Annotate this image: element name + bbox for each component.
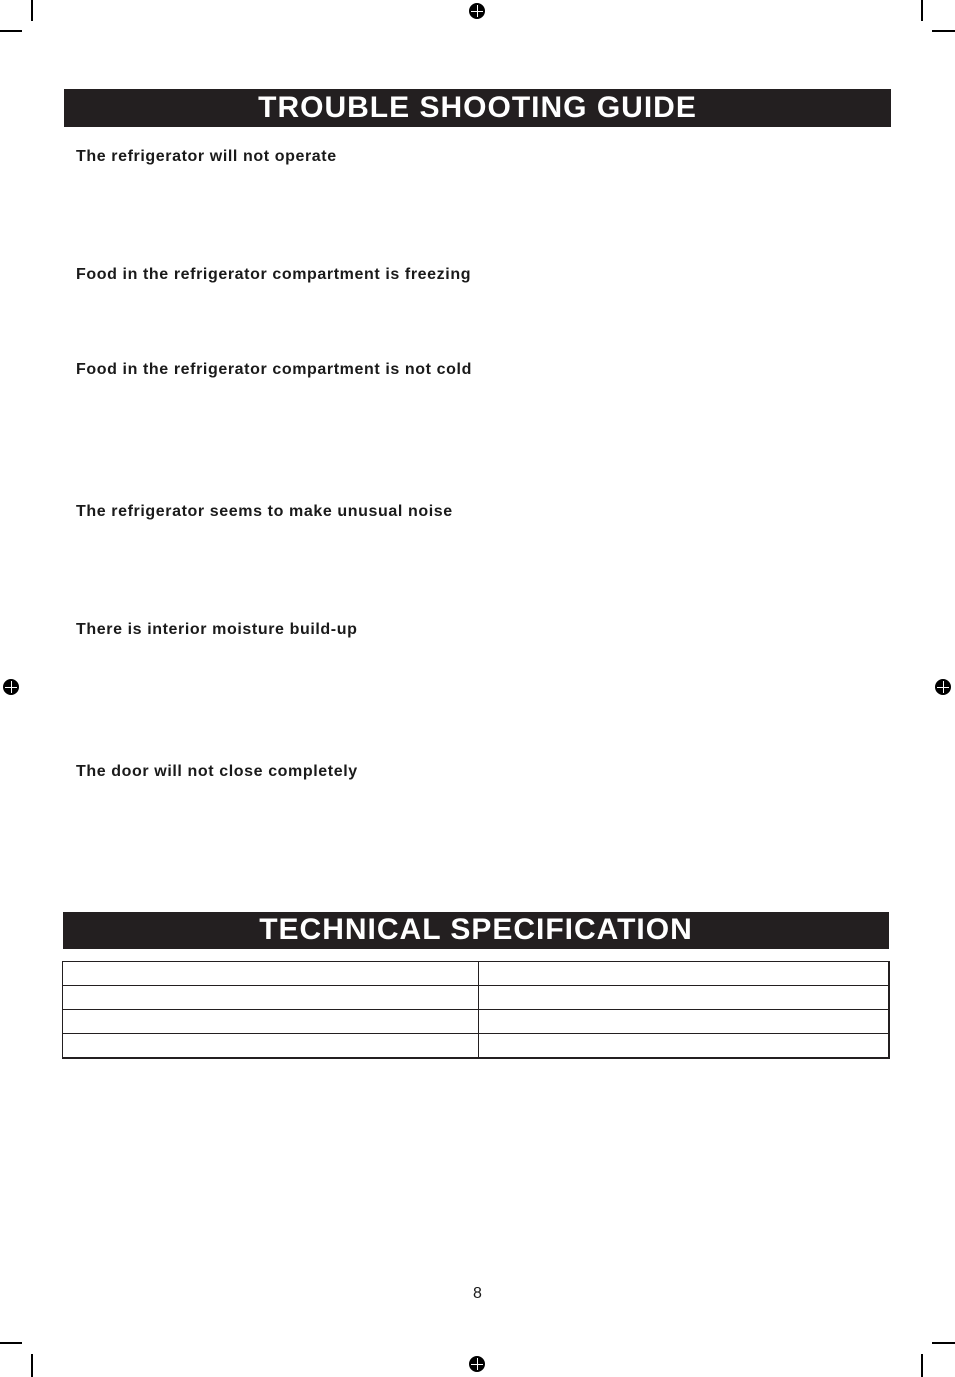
troubleshooting-title: TROUBLE SHOOTING GUIDE [64, 89, 891, 127]
registration-mark-icon [935, 679, 951, 695]
heading-food-freezing: Food in the refrigerator compartment is freezing [76, 266, 472, 283]
spec-value-cell [479, 962, 890, 986]
crop-mark [0, 1342, 22, 1344]
spec-label-cell [63, 962, 479, 986]
crop-mark [0, 30, 22, 32]
specification-table [62, 961, 890, 1059]
specification-title: TECHNICAL SPECIFICATION [63, 912, 889, 949]
crop-mark [31, 1354, 33, 1377]
crop-mark [932, 30, 955, 32]
crop-mark [932, 1342, 955, 1344]
table-row [63, 1010, 890, 1034]
spec-label-cell [63, 986, 479, 1010]
heading-will-not-operate: The refrigerator will not operate [76, 148, 337, 165]
table-row [63, 1034, 890, 1059]
spec-value-cell [479, 986, 890, 1010]
registration-mark-icon [469, 1356, 485, 1372]
spec-label-cell [63, 1010, 479, 1034]
page-number: 8 [473, 1285, 482, 1302]
crop-mark [921, 1354, 923, 1377]
table-row [63, 962, 890, 986]
table-row [63, 986, 890, 1010]
spec-value-cell [479, 1010, 890, 1034]
heading-moisture-build-up: There is interior moisture build-up [76, 621, 358, 638]
crop-mark [31, 0, 33, 21]
heading-door-not-closing: The door will not close completely [76, 763, 358, 780]
spec-label-cell [63, 1034, 479, 1059]
registration-mark-icon [469, 3, 485, 19]
crop-mark [921, 0, 923, 21]
registration-mark-icon [3, 679, 19, 695]
heading-food-not-cold: Food in the refrigerator compartment is not cold [76, 361, 472, 378]
heading-unusual-noise: The refrigerator seems to make unusual noise [76, 503, 453, 520]
spec-value-cell [479, 1034, 890, 1059]
